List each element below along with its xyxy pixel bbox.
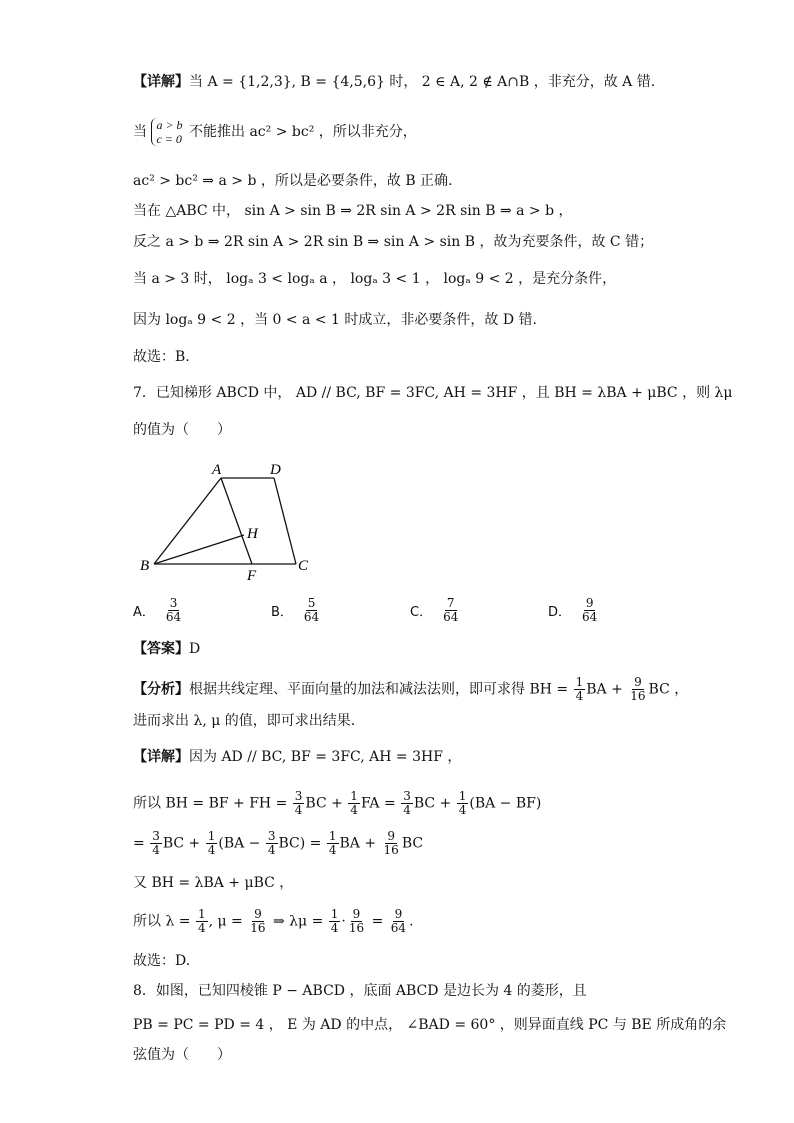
d5-f: ⇒ λμ = <box>268 913 328 930</box>
d3-f5-den: 16 <box>383 843 399 857</box>
option-c-den: 64 <box>443 610 459 624</box>
brace-line-2: c = 0 <box>156 132 182 146</box>
d3-frac-1 <box>150 830 162 857</box>
q8-line-2: PB = PC = PD = 4 ， E 为 AD 的中点， ∠BAD = 60° ，则异面直线 PC 与 BE 所成角的余 <box>133 1017 727 1033</box>
d5-f3-den: 4 <box>330 921 339 935</box>
analysis-line-2: 进而求出 λ, μ 的值，即可求出结果. <box>133 713 356 729</box>
d3-c: BC + <box>162 835 205 852</box>
d3-f3-num: 3 <box>267 829 276 843</box>
detail-line-8: 故选：B. <box>133 349 190 365</box>
d2-f2-num: 1 <box>350 789 358 803</box>
d5-f5-den: 64 <box>390 921 407 935</box>
q8-line-3: 弦值为（ ） <box>133 1047 231 1063</box>
detail-text-1: 当 A = {1,2,3}, B = {4,5,6} 时， 2 ∈ A, 2 ∉ A∩B ，非充分，故 A 错. <box>189 74 656 90</box>
d3-f: (BA − <box>218 835 265 852</box>
q8-line-1: 8．如图，已知四棱锥 P − ABCD ，底面 ABCD 是边长为 4 的菱形，且 <box>133 983 587 999</box>
d5-frac-2 <box>248 908 267 935</box>
answer-tag: 【答案】 <box>133 641 189 657</box>
analysis-line-1 <box>133 676 688 703</box>
d2-c: BC + <box>305 795 348 812</box>
detail-line-4: 当在 △ABC 中， sin A > sin B ⇒ 2R sin A > 2R sin B ⇒ a > b ， <box>133 203 573 219</box>
d3-f2-num: 1 <box>207 829 216 843</box>
d2-frac-2 <box>348 790 360 817</box>
d3-f4-den: 4 <box>328 843 337 857</box>
d2-frac-4 <box>457 790 469 817</box>
option-a-num: 3 <box>169 596 178 610</box>
d3-o: BC <box>401 835 424 852</box>
option-c-label: C． <box>410 605 433 620</box>
q7-choose: 故选：D. <box>133 953 191 969</box>
d5-frac-3 <box>329 908 341 935</box>
option-d[interactable] <box>548 597 600 624</box>
d2-f4-num: 1 <box>458 789 467 803</box>
d3-frac-3 <box>266 830 278 857</box>
case-brace <box>151 118 182 146</box>
d5-c: , μ = <box>208 913 248 930</box>
detail-line-7: 因为 logₐ 9 < 2 ，当 0 < a < 1 时成立，非必要条件，故 D 错. <box>133 312 537 328</box>
d2-f2-den: 4 <box>350 803 358 817</box>
d5-frac-5 <box>389 908 408 935</box>
d3-l: BA + <box>339 835 381 852</box>
d3-i: BC) = <box>278 835 326 852</box>
analysis-mid: BA + <box>586 681 628 698</box>
detail-line-1 <box>133 73 655 91</box>
label-A: A <box>212 462 222 478</box>
answer-value: D <box>189 641 201 657</box>
d5-o: . <box>409 913 414 930</box>
q7-detail-1: 因为 AD // BC, BF = 3FC, AH = 3HF ， <box>189 749 462 765</box>
d2-f: FA = <box>360 795 401 812</box>
option-b-den: 64 <box>303 610 320 624</box>
d2-f1-den: 4 <box>294 803 303 817</box>
d2-f3-den: 4 <box>403 803 411 817</box>
edge-AB <box>154 478 221 564</box>
option-b-num: 5 <box>307 596 316 610</box>
edge-DC <box>274 478 296 564</box>
detail-line-3: ac² > bc² ⇒ a > b ，所以是必要条件，故 B 正确. <box>133 173 453 189</box>
d3-f3-den: 4 <box>267 843 276 857</box>
label-F: F <box>247 568 257 584</box>
d5-f3-num: 1 <box>330 907 339 921</box>
q7-detail-line-1 <box>133 748 461 766</box>
q7-detail-line-5 <box>133 908 414 935</box>
detail-text-2-post: 不能推出 ac² > bc² ，所以非充分， <box>189 124 417 140</box>
option-c-value <box>441 597 460 624</box>
d5-f1-num: 1 <box>197 907 206 921</box>
detail-line-5: 反之 a > b ⇒ 2R sin A > 2R sin B ⇒ sin A > sin B ，故为充要条件，故 C 错； <box>133 234 654 250</box>
segment-BH <box>154 535 244 564</box>
d2-f3-num: 3 <box>403 789 411 803</box>
d3-f4-num: 1 <box>328 829 337 843</box>
d2-frac-3 <box>401 790 413 817</box>
d5-f2-den: 16 <box>250 921 266 935</box>
option-c-num: 7 <box>446 596 455 610</box>
analysis-frac-1-num: 1 <box>575 675 584 689</box>
d3-f2-den: 4 <box>207 843 216 857</box>
q7-stem-2: 的值为（ ） <box>133 422 231 438</box>
d5-f4-num: 9 <box>352 907 361 921</box>
analysis-end: BC ， <box>648 681 689 698</box>
option-c[interactable] <box>410 597 461 624</box>
option-d-label: D． <box>548 605 572 620</box>
d2-frac-1 <box>293 790 305 817</box>
analysis-frac-1-den: 4 <box>575 689 584 703</box>
label-H: H <box>247 526 258 542</box>
option-d-den: 64 <box>582 610 598 624</box>
trapezoid-figure <box>136 456 336 586</box>
option-a-den: 64 <box>165 610 182 624</box>
trapezoid-lines <box>154 478 296 564</box>
d3-f5-num: 9 <box>387 829 395 843</box>
d3-frac-4 <box>327 830 339 857</box>
analysis-frac-2-num: 9 <box>634 675 642 689</box>
d3-frac-5 <box>382 830 401 857</box>
label-D: D <box>270 462 281 478</box>
d5-f4-den: 16 <box>348 921 365 935</box>
d3-f1-den: 4 <box>152 843 160 857</box>
detail-line-6: 当 a > 3 时， logₐ 3 < logₐ a ， logₐ 3 < 1 ， logₐ 9 < 2 ，是充分条件， <box>133 271 617 287</box>
q7-detail-line-2 <box>133 790 541 817</box>
d5-frac-4 <box>347 908 366 935</box>
option-a[interactable] <box>133 597 184 624</box>
option-b-label: B． <box>271 605 293 620</box>
analysis-tag: 【分析】 <box>133 681 189 698</box>
d3-f1-num: 3 <box>152 829 160 843</box>
analysis-text: 根据共线定理、平面向量的加法和减法法则，即可求得 BH = <box>189 681 573 698</box>
detail-tag: 【详解】 <box>133 74 189 90</box>
option-a-label: A． <box>133 605 155 620</box>
option-a-value <box>164 597 183 624</box>
q7-detail-line-3 <box>133 830 423 857</box>
option-d-value <box>580 597 599 624</box>
detail-line-2 <box>133 118 417 146</box>
analysis-frac-1 <box>574 676 586 703</box>
analysis-frac-2-den: 16 <box>630 689 646 703</box>
d2-pre: 所以 BH = BF + FH = <box>133 795 292 812</box>
q7-detail-tag: 【详解】 <box>133 749 189 765</box>
q7-stem: 7．已知梯形 ABCD 中， AD // BC, BF = 3FC, AH = 3HF ，且 BH = λBA + μBC ，则 λμ <box>133 385 733 401</box>
d5-i: · <box>341 913 346 930</box>
d3-frac-2 <box>206 830 218 857</box>
d5-pre: 所以 λ = <box>133 913 195 930</box>
d2-i: BC + <box>413 795 456 812</box>
option-b[interactable] <box>271 597 322 624</box>
analysis-frac-2 <box>628 676 647 703</box>
d2-f1-num: 3 <box>294 789 303 803</box>
label-B: B <box>140 558 150 574</box>
d5-frac-1 <box>196 908 208 935</box>
d5-f2-num: 9 <box>254 907 262 921</box>
d3-pre: = <box>133 835 150 852</box>
option-d-num: 9 <box>585 596 594 610</box>
d2-f4-den: 4 <box>458 803 467 817</box>
brace-line-1: a > b <box>156 118 183 132</box>
label-C: C <box>298 558 309 574</box>
detail-text-2-pre: 当 <box>133 124 147 140</box>
answer-line <box>133 640 200 658</box>
d5-f5-num: 9 <box>394 907 403 921</box>
d5-l: = <box>367 913 388 930</box>
d2-l: (BA − BF) <box>469 795 542 812</box>
d5-f1-den: 4 <box>197 921 206 935</box>
segment-AF <box>221 478 252 564</box>
q7-detail-line-4: 又 BH = λBA + μBC ， <box>133 875 294 891</box>
option-b-value <box>302 597 321 624</box>
